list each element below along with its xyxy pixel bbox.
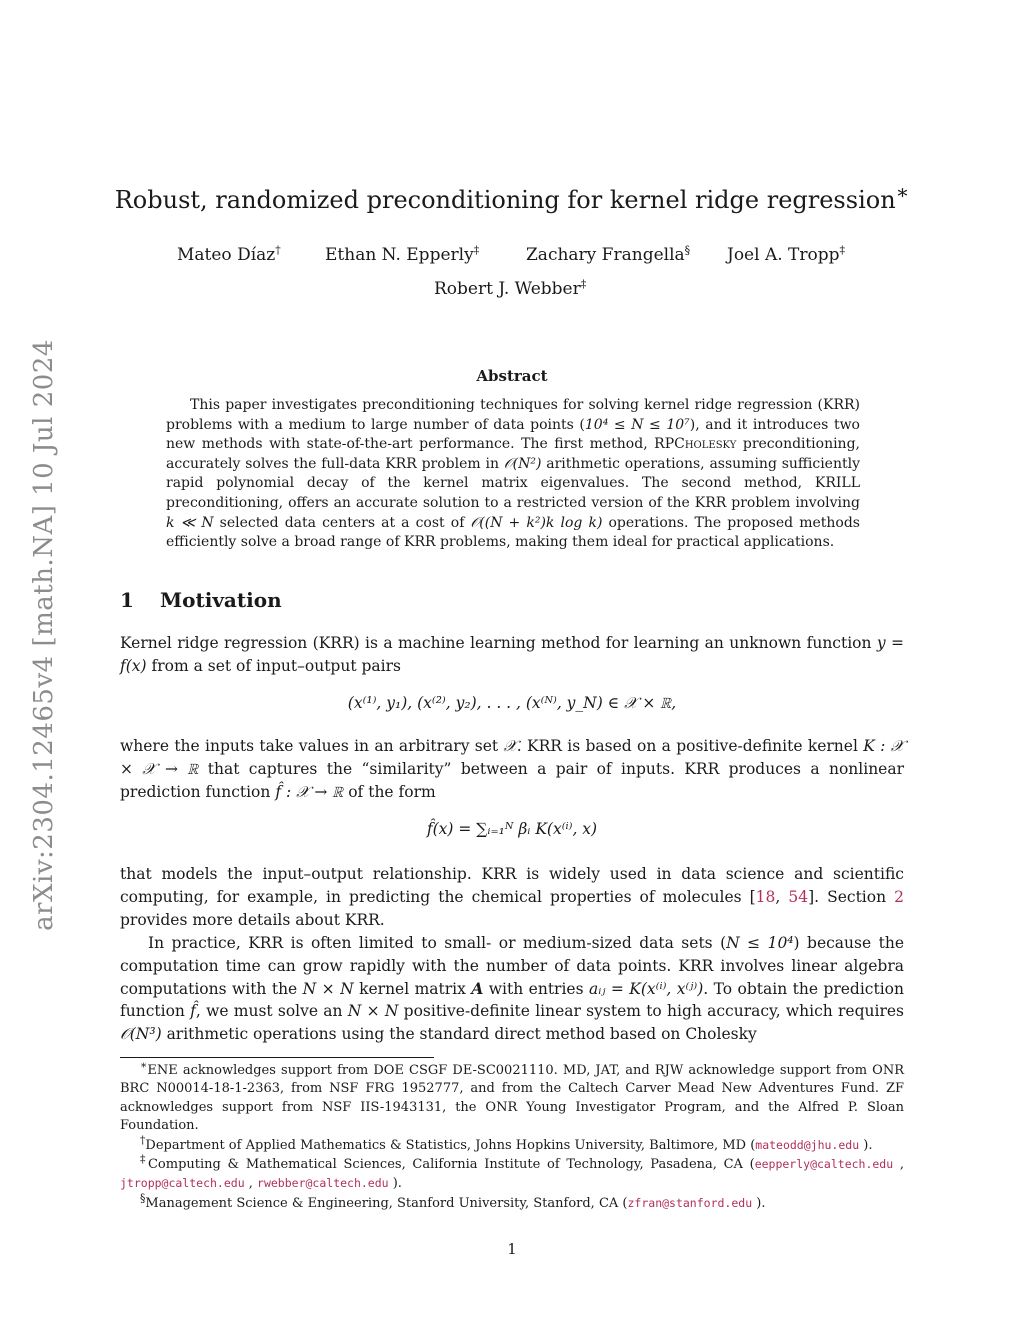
abstract-heading: Abstract [476, 367, 548, 385]
section-link[interactable]: 2 [894, 887, 904, 906]
equation: (x⁽¹⁾, y₁), (x⁽²⁾, y₂), . . . , (x⁽ᴺ⁾, y_N) ∈ 𝒳 × ℝ, [347, 694, 677, 712]
section-heading: 1 Motivation [120, 588, 282, 612]
abstract-body: This paper investigates preconditioning techniques for solving kernel ridge regression (KRR) problems with a medium to large number of data points (10⁴ ≤ N ≤ 10⁷), and it introduces two new methods with state-of-the-art performance. The first method, RPCholesky preconditioning, accurately solves the full-data KRR problem in 𝒪(N²) arithmetic operations, assuming sufficiently rapid polynomial decay of the kernel matrix eigenvalues. The second method, KRILL preconditioning, offers an accurate solution to a restricted version of the KRR problem involving k ≪ N selected data centers at a cost of 𝒪((N + k²)k log k) operations. The proposed methods efficiently solve a broad range of KRR problems, making them ideal for practical applications. [166, 397, 860, 551]
footnote-divider [120, 1057, 434, 1058]
email-link[interactable]: rwebber@caltech.edu [257, 1176, 389, 1191]
paragraph: Kernel ridge regression (KRR) is a machine learning method for learning an unknown function y = f(x) from a set of input–output pairs [120, 634, 905, 675]
footnotes [120, 1058, 904, 1213]
arxiv-stamp: arXiv:2304.12465v4 [math.NA] 10 Jul 2024 [29, 339, 59, 931]
paragraph: that models the input–output relationship. KRR is widely used in data science and scientific computing, for example, in predicting the chemical properties of molecules [18, 54]. Section 2 provides more details about KRR. [120, 865, 904, 929]
footnote: ∗ENE acknowledges support from DOE CSGF DE-SC0021110. MD, JAT, and RJW acknowledge support from ONR BRC N00014-18-1-2363, from NSF FRG 1952777, and from the Caltech Carver Mead New Adventures Fund. ZF acknowledges support from NSF IIS-1943131, the ONR Young Investigator Program, and the Alfred P. Sloan Foundation. [120, 1058, 904, 1134]
author: Joel A. Tropp‡ [727, 243, 846, 265]
email-link[interactable]: zfran@stanford.edu [627, 1195, 753, 1210]
author: Robert J. Webber‡ [434, 277, 587, 299]
author: Ethan N. Epperly‡ [325, 243, 480, 265]
paper-title: Robust, randomized preconditioning for kernel ridge regression∗ [114, 180, 910, 214]
email-link[interactable]: eepperly@caltech.edu [754, 1157, 894, 1172]
footnote: §Management Science & Engineering, Stanford University, Stanford, CA (zfran@stanford.edu ). [140, 1191, 766, 1211]
equation: f̂(x) = ∑ᵢ₌₁ᴺ βᵢ K(x⁽ⁱ⁾, x) [426, 820, 598, 838]
page-number: 1 [507, 1240, 517, 1258]
footnote: †Department of Applied Mathematics & Statistics, Johns Hopkins University, Baltimore, MD (mateodd@jhu.edu ). [140, 1133, 873, 1153]
email-link[interactable]: mateodd@jhu.edu [755, 1137, 860, 1152]
citation-link[interactable]: 54 [788, 887, 809, 906]
citation-link[interactable]: 18 [755, 887, 776, 906]
paragraph: where the inputs take values in an arbitrary set 𝒳. KRR is based on a positive-definite kernel K : 𝒳 × 𝒳 → ℝ that captures the “similarity” between a pair of inputs. KRR produces a nonlinear prediction function f̂ : 𝒳 → ℝ of the form [120, 737, 904, 801]
email-link[interactable]: jtropp@caltech.edu [120, 1176, 245, 1191]
paragraph: In practice, KRR is often limited to small- or medium-sized data sets (N ≤ 10⁴) because the computation time can grow rapidly with the number of data points. KRR involves linear algebra computations with the N × N kernel matrix A with entries aᵢⱼ = K(x⁽ⁱ⁾, x⁽ʲ⁾). To obtain the prediction function f̂, we must solve an N × N positive-definite linear system to high accuracy, which requires 𝒪(N³) arithmetic operations using the standard direct method based on Cholesky [120, 934, 905, 1044]
author: Mateo Díaz† [177, 243, 281, 265]
author: Zachary Frangella§ [526, 243, 691, 265]
footnote: ‡Computing & Mathematical Sciences, California Institute of Technology, Pasadena, CA (eepperly@caltech.edu , jtropp@caltech.edu , rwebber@caltech.edu ). [120, 1152, 904, 1192]
